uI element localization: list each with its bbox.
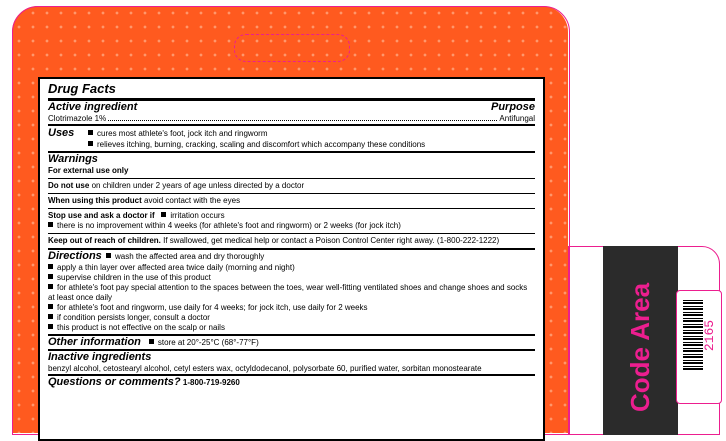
other-info-section [48,336,535,351]
purpose-value: Antifungal [499,114,535,123]
stop-use-label: Stop use and ask a doctor if [48,211,155,220]
questions-heading: Questions or comments? [48,376,181,388]
directions-item: if condition persists longer, consult a doctor [57,313,210,322]
directions-item: this product is not effective on the scalp or nails [57,323,225,332]
active-section [48,101,535,126]
questions-section [48,376,535,389]
do-not-use-text: on children under 2 years of age unless directed by a doctor [91,181,305,190]
directions-item: apply a thin layer over affected area twice daily (morning and night) [57,263,295,272]
uses-item: cures most athlete's foot, jock itch and ringworm [97,129,268,138]
purpose-heading: Purpose [490,101,535,113]
directions-section [48,250,535,336]
directions-item: for athlete's foot pay special attention to the spaces between the toes, wear well-fitting ventilated shoes and change shoes and socks at least once daily [48,283,528,302]
directions-item: for athlete's foot and ringworm, use daily for 4 weeks; for jock itch, use daily for 2 weeks [57,303,368,312]
do-not-use-label: Do not use [48,181,90,190]
external-use: For external use only [48,166,129,175]
active-ingredient: Clotrimazole 1% [48,114,107,123]
directions-heading: Directions [48,250,102,262]
uses-heading: Uses [48,127,75,139]
keep-out-text: If swallowed, get medical help or contact a Poison Control Center right away. (1-800-222-1222) [163,236,500,245]
code-number: 2165 [702,319,718,351]
drug-facts-title: Drug Facts [48,81,535,101]
when-using-text: avoid contact with the eyes [144,196,241,205]
other-info-text: store at 20°-25°C (68°-77°F) [157,338,259,347]
keep-out-label: Keep out of reach of children. [48,236,161,245]
stop-use-item: irritation occurs [170,211,225,220]
uses-section [48,126,535,153]
other-info-heading: Other information [48,336,141,348]
stop-use-item: there is no improvement within 4 weeks (for athlete's foot and ringworm) or 2 weeks (for jock itch) [57,221,401,230]
active-heading: Active ingredient [48,101,138,113]
inactive-section [48,351,535,376]
warnings-heading: Warnings [48,153,98,165]
inactive-heading: Inactive ingredients [48,351,152,363]
questions-phone: 1-800-719-9260 [182,378,240,387]
warnings-section [48,153,535,250]
inactive-text: benzyl alcohol, cetostearyl alcohol, cetyl esters wax, octyldodecanol, polysorbate 60, purified water, sorbitan monostearate [48,364,482,373]
directions-item: wash the affected area and dry thoroughly [115,252,265,261]
barcode [683,300,703,370]
uses-item: relieves itching, burning, cracking, scaling and discomfort which accompany these conditions [97,140,426,149]
code-area-label: Code Area [625,282,656,412]
drug-facts-box [38,77,545,441]
directions-item: supervise children in the use of this product [57,273,211,282]
when-using-label: When using this product [48,196,142,205]
